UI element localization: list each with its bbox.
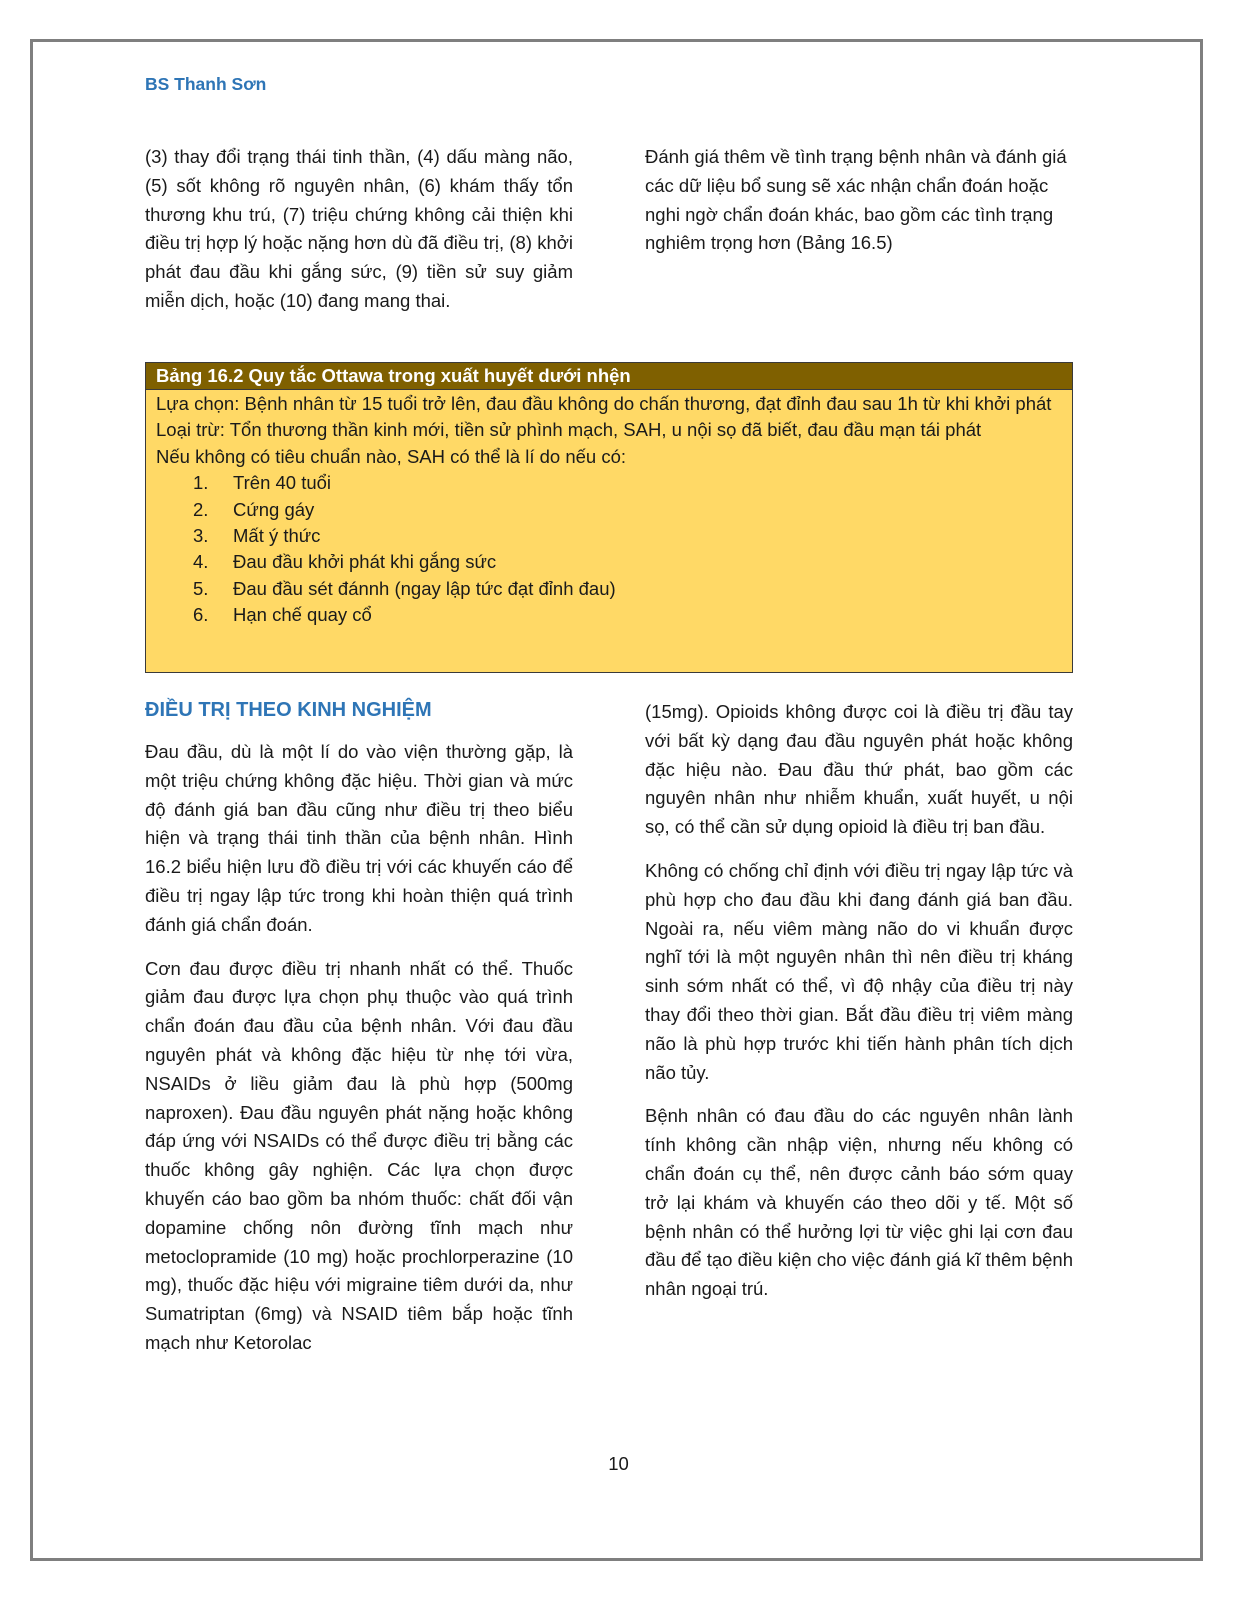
- top-left-column: [145, 143, 573, 316]
- table-criteria-intro: Nếu không có tiêu chuẩn nào, SAH có thể là lí do nếu có:: [156, 445, 627, 467]
- top-right-paragraph: Đánh giá thêm về tình trạng bệnh nhân và đánh giá các dữ liệu bổ sung sẽ xác nhận chẩn đoán hoặc nghi ngờ chẩn đoán khác, bao gồm các tình trạng nghiêm trọng hơn (Bảng 16.5): [645, 146, 1067, 254]
- table-title: Bảng 16.2 Quy tắc Ottawa trong xuất huyết dưới nhện: [146, 363, 1072, 390]
- body-paragraph: Cơn đau được điều trị nhanh nhất có thể. Thuốc giảm đau được lựa chọn phụ thuộc vào quá trình chẩn đoán đau đầu của bệnh nhân. Với đau đầu nguyên phát và không đặc hiệu từ nhẹ tới vừa, NSAIDs ở liều giảm đau là phù hợp (500mg naproxen). Đau đầu nguyên phát nặng hoặc không đáp ứng với NSAIDs có thể được điều trị bằng các thuốc không gây nghiện. Các lựa chọn được khuyến cáo bao gồm ba nhóm thuốc: chất đối vận dopamine chống nôn đường tĩnh mạch như metoclopramide (10 mg) hoặc prochlorperazine (10 mg), thuốc đặc hiệu với migraine tiêm dưới da, như Sumatriptan (6mg) và NSAID tiêm bắp hoặc tĩnh mạch như Ketorolac: [145, 957, 573, 1353]
- table-exclusion: Loại trừ: Tổn thương thần kinh mới, tiền sử phình mạch, SAH, u nội sọ đã biết, đau đầu mạn tái phát: [156, 419, 982, 441]
- criteria-item: [156, 549, 1062, 575]
- bottom-left-column: [145, 696, 573, 1358]
- criteria-item: [156, 497, 1062, 523]
- top-right-column: [645, 143, 1073, 258]
- top-left-paragraph: (3) thay đổi trạng thái tinh thần, (4) dấu màng não, (5) sốt không rõ nguyên nhân, (6) khám thấy tổn thương khu trú, (7) triệu chứng không cải thiện khi điều trị hợp lý hoặc nặng hơn dù đã điều trị, (8) khởi phát đau đầu khi gắng sức, (9) tiền sử suy giảm miễn dịch, hoặc (10) đang mang thai.: [145, 146, 573, 311]
- criteria-text: Đau đầu sét đánnh (ngay lập tức đạt đỉnh đau): [233, 577, 616, 599]
- criteria-number: 1.: [193, 472, 209, 494]
- criteria-item: [156, 470, 1062, 496]
- table-selection: Lựa chọn: Bệnh nhân từ 15 tuổi trở lên, đau đầu không do chấn thương, đạt đỉnh đau sau 1h từ khi khởi phát: [156, 393, 1052, 414]
- criteria-text: Mất ý thức: [233, 525, 321, 547]
- page-number: 10: [608, 1453, 629, 1474]
- criteria-text: Đau đầu khởi phát khi gắng sức: [233, 551, 497, 573]
- body-paragraph: Bệnh nhân có đau đầu do các nguyên nhân lành tính không cần nhập viện, nhưng nếu không có chẩn đoán cụ thể, nên được cảnh báo sớm quay trở lại khám và khuyến cáo theo dõi y tế. Một số bệnh nhân có thể hưởng lợi từ việc ghi lại cơn đau đầu để tạo điều kiện cho việc đánh giá kĩ thêm bệnh nhân ngoại trú.: [645, 1105, 1073, 1300]
- criteria-text: Trên 40 tuổi: [233, 472, 332, 494]
- criteria-list: [156, 470, 1062, 628]
- body-paragraph: Không có chống chỉ định với điều trị ngay lập tức và phù hợp cho đau đầu khi đang đánh giá ban đầu. Ngoài ra, nếu viêm màng não do vi khuẩn được nghĩ tới là một nguyên nhân thì nên điều trị kháng sinh sớm nhất có thể, vì độ nhậy của điều trị này thay đổi theo thời gian. Bắt đầu điều trị viêm màng não là phù hợp trước khi tiến hành phân tích dịch não tủy.: [645, 859, 1073, 1083]
- criteria-item: [156, 602, 1062, 628]
- table-body: [146, 390, 1072, 630]
- criteria-number: 2.: [193, 498, 209, 520]
- criteria-number: 6.: [193, 604, 209, 626]
- criteria-item: [156, 523, 1062, 549]
- section-heading: ĐIỀU TRỊ THEO KINH NGHIỆM: [145, 699, 432, 721]
- bottom-right-column: [645, 698, 1073, 1304]
- ottawa-rule-table: [145, 362, 1073, 673]
- criteria-number: 4.: [193, 551, 209, 573]
- criteria-number: 3.: [193, 525, 209, 547]
- criteria-item: [156, 576, 1062, 602]
- criteria-number: 5.: [193, 577, 209, 599]
- criteria-text: Cứng gáy: [233, 498, 315, 520]
- body-paragraph: Đau đầu, dù là một lí do vào viện thường gặp, là một triệu chứng không đặc hiệu. Thời gian và mức độ đánh giá ban đầu cũng như điều trị theo biểu hiện và trạng thái tinh thần của bệnh nhân. Hình 16.2 biểu hiện lưu đồ điều trị với các khuyến cáo để điều trị ngay lập tức trong khi hoàn thiện quá trình đánh giá chẩn đoán.: [145, 741, 573, 935]
- criteria-text: Hạn chế quay cổ: [233, 604, 372, 626]
- header-author: BS Thanh Sơn: [145, 74, 267, 94]
- body-paragraph: (15mg). Opioids không được coi là điều trị đầu tay với bất kỳ dạng đau đầu nguyên phát hoặc không đặc hiệu nào. Đau đầu thứ phát, bao gồm các nguyên nhân như nhiễm khuẩn, xuất huyết, u nội sọ, có thể cần sử dụng opioid là điều trị ban đầu.: [645, 701, 1073, 838]
